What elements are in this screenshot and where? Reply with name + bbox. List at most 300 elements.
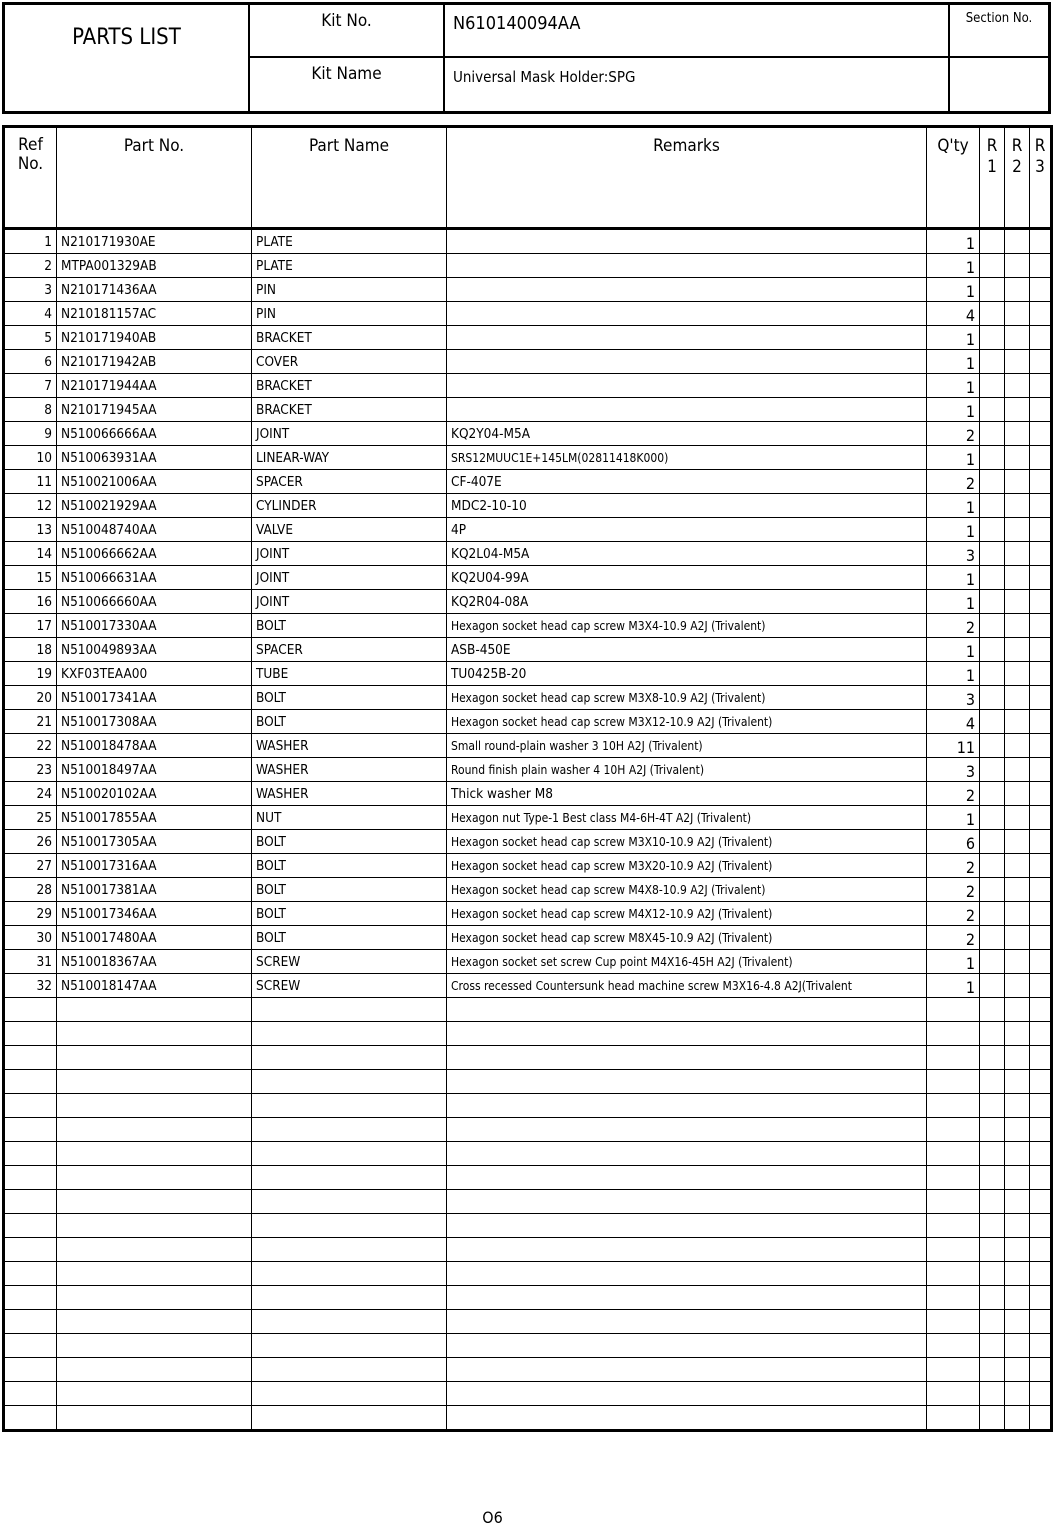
- qty-cell: 2: [927, 878, 980, 902]
- r1-cell: [980, 878, 1005, 902]
- r2-cell: [1005, 878, 1030, 902]
- r2-cell: [1005, 494, 1030, 518]
- remarks-cell: [447, 398, 927, 422]
- ref-cell: 30: [4, 926, 57, 950]
- table-header-row: [4, 127, 1052, 229]
- empty-cell: [1005, 1262, 1030, 1286]
- empty-row: [4, 1334, 1052, 1358]
- r2-cell: [1005, 830, 1030, 854]
- qty-cell: 2: [927, 614, 980, 638]
- empty-cell: [1005, 1334, 1030, 1358]
- empty-cell: [57, 1046, 252, 1070]
- empty-cell: [4, 1022, 57, 1046]
- ref-cell: 6: [4, 350, 57, 374]
- remarks-cell: KQ2U04-99A: [447, 566, 927, 590]
- empty-cell: [927, 1214, 980, 1238]
- r2-cell: [1005, 974, 1030, 998]
- remarks-cell: SRS12MUUC1E+145LM(02811418K000): [447, 446, 927, 470]
- part-no-cell: N510018478AA: [57, 734, 252, 758]
- qty-cell: 1: [927, 638, 980, 662]
- table-row: [4, 374, 1052, 398]
- empty-cell: [1030, 1022, 1052, 1046]
- r3-cell: [1030, 806, 1052, 830]
- ref-cell: 24: [4, 782, 57, 806]
- table-row: [4, 782, 1052, 806]
- r2-cell: [1005, 758, 1030, 782]
- part-no-cell: N510017330AA: [57, 614, 252, 638]
- ref-cell: 22: [4, 734, 57, 758]
- r1-cell: [980, 854, 1005, 878]
- empty-row: [4, 1406, 1052, 1431]
- part-no-cell: N510066631AA: [57, 566, 252, 590]
- empty-cell: [980, 1262, 1005, 1286]
- part-name-cell: BOLT: [252, 854, 447, 878]
- empty-cell: [927, 1142, 980, 1166]
- r1-cell: [980, 566, 1005, 590]
- part-name-cell: JOINT: [252, 422, 447, 446]
- table-row: [4, 950, 1052, 974]
- empty-cell: [252, 1262, 447, 1286]
- r1-cell: [980, 662, 1005, 686]
- empty-cell: [980, 998, 1005, 1022]
- r1-cell: [980, 926, 1005, 950]
- ref-cell: 15: [4, 566, 57, 590]
- empty-cell: [1030, 1286, 1052, 1310]
- part-no-cell: N510021929AA: [57, 494, 252, 518]
- table-row: [4, 446, 1052, 470]
- qty-cell: 1: [927, 229, 980, 254]
- empty-cell: [447, 1262, 927, 1286]
- r2-cell: [1005, 782, 1030, 806]
- qty-cell: 11: [927, 734, 980, 758]
- part-no-cell: N510017381AA: [57, 878, 252, 902]
- r1-cell: [980, 229, 1005, 254]
- empty-cell: [57, 1094, 252, 1118]
- table-row: [4, 326, 1052, 350]
- qty-cell: 1: [927, 950, 980, 974]
- empty-cell: [4, 1310, 57, 1334]
- table-row: [4, 470, 1052, 494]
- remarks-cell: Hexagon socket head cap screw M3X12-10.9 A2J (Trivalent): [447, 710, 927, 734]
- col-r3: R 3: [1030, 127, 1052, 229]
- col-r2: R 2: [1005, 127, 1030, 229]
- empty-cell: [927, 1166, 980, 1190]
- ref-cell: 18: [4, 638, 57, 662]
- empty-cell: [1005, 1118, 1030, 1142]
- part-no-cell: N510049893AA: [57, 638, 252, 662]
- table-row: [4, 806, 1052, 830]
- r2-cell: [1005, 542, 1030, 566]
- qty-cell: 1: [927, 278, 980, 302]
- r2-cell: [1005, 638, 1030, 662]
- empty-row: [4, 1214, 1052, 1238]
- qty-cell: 2: [927, 902, 980, 926]
- r2-cell: [1005, 302, 1030, 326]
- empty-cell: [1005, 1358, 1030, 1382]
- remarks-cell: [447, 326, 927, 350]
- empty-cell: [447, 1382, 927, 1406]
- empty-cell: [252, 1070, 447, 1094]
- empty-row: [4, 1022, 1052, 1046]
- ref-cell: 25: [4, 806, 57, 830]
- r3-cell: [1030, 614, 1052, 638]
- empty-cell: [252, 1142, 447, 1166]
- qty-cell: 1: [927, 398, 980, 422]
- empty-cell: [57, 1166, 252, 1190]
- r2-cell: [1005, 518, 1030, 542]
- empty-cell: [1005, 1046, 1030, 1070]
- part-name-cell: BRACKET: [252, 374, 447, 398]
- r1-cell: [980, 710, 1005, 734]
- r2-cell: [1005, 662, 1030, 686]
- empty-row: [4, 1238, 1052, 1262]
- ref-cell: 17: [4, 614, 57, 638]
- part-no-cell: N510017341AA: [57, 686, 252, 710]
- r1-cell: [980, 758, 1005, 782]
- table-row: [4, 758, 1052, 782]
- part-name-cell: NUT: [252, 806, 447, 830]
- empty-cell: [4, 1070, 57, 1094]
- qty-cell: 1: [927, 806, 980, 830]
- part-no-cell: N210171436AA: [57, 278, 252, 302]
- r2-cell: [1005, 566, 1030, 590]
- qty-cell: 1: [927, 662, 980, 686]
- r3-cell: [1030, 974, 1052, 998]
- table-row: [4, 974, 1052, 998]
- empty-cell: [4, 1094, 57, 1118]
- empty-cell: [447, 1286, 927, 1310]
- part-name-cell: JOINT: [252, 590, 447, 614]
- empty-cell: [1005, 1382, 1030, 1406]
- r1-cell: [980, 518, 1005, 542]
- document-title: PARTS LIST: [5, 5, 250, 111]
- remarks-cell: [447, 278, 927, 302]
- r1-cell: [980, 806, 1005, 830]
- part-name-cell: SPACER: [252, 638, 447, 662]
- empty-cell: [980, 1358, 1005, 1382]
- r3-cell: [1030, 758, 1052, 782]
- part-name-cell: PIN: [252, 302, 447, 326]
- r1-cell: [980, 422, 1005, 446]
- r1-cell: [980, 398, 1005, 422]
- part-no-cell: N210171930AE: [57, 229, 252, 254]
- r3-cell: [1030, 518, 1052, 542]
- table-row: [4, 686, 1052, 710]
- r1-cell: [980, 830, 1005, 854]
- part-no-cell: N210171942AB: [57, 350, 252, 374]
- empty-cell: [1005, 1190, 1030, 1214]
- empty-cell: [1030, 1358, 1052, 1382]
- r3-cell: [1030, 446, 1052, 470]
- empty-cell: [980, 1310, 1005, 1334]
- empty-cell: [447, 1118, 927, 1142]
- r2-cell: [1005, 686, 1030, 710]
- part-no-cell: N210171944AA: [57, 374, 252, 398]
- empty-cell: [980, 1094, 1005, 1118]
- empty-cell: [447, 1214, 927, 1238]
- col-r1: R 1: [980, 127, 1005, 229]
- part-no-cell: N510018367AA: [57, 950, 252, 974]
- part-no-cell: N510018147AA: [57, 974, 252, 998]
- table-row: [4, 566, 1052, 590]
- empty-cell: [927, 1382, 980, 1406]
- r1-cell: [980, 254, 1005, 278]
- table-row: [4, 638, 1052, 662]
- r2-cell: [1005, 806, 1030, 830]
- r3-cell: [1030, 902, 1052, 926]
- empty-cell: [1005, 1286, 1030, 1310]
- empty-cell: [927, 1286, 980, 1310]
- empty-cell: [4, 1214, 57, 1238]
- qty-cell: 1: [927, 566, 980, 590]
- part-no-cell: N510017480AA: [57, 926, 252, 950]
- remarks-cell: Hexagon socket head cap screw M3X8-10.9 A2J (Trivalent): [447, 686, 927, 710]
- remarks-cell: Round finish plain washer 4 10H A2J (Trivalent): [447, 758, 927, 782]
- ref-cell: 12: [4, 494, 57, 518]
- ref-cell: 4: [4, 302, 57, 326]
- remarks-cell: TU0425B-20: [447, 662, 927, 686]
- remarks-cell: [447, 350, 927, 374]
- empty-cell: [447, 1190, 927, 1214]
- empty-row: [4, 1166, 1052, 1190]
- empty-cell: [447, 1022, 927, 1046]
- empty-row: [4, 1094, 1052, 1118]
- empty-cell: [4, 1382, 57, 1406]
- empty-cell: [57, 1334, 252, 1358]
- qty-cell: 1: [927, 326, 980, 350]
- remarks-cell: Hexagon socket head cap screw M8X45-10.9 A2J (Trivalent): [447, 926, 927, 950]
- remarks-cell: Hexagon socket head cap screw M4X8-10.9 A2J (Trivalent): [447, 878, 927, 902]
- part-no-cell: KXF03TEAA00: [57, 662, 252, 686]
- empty-cell: [927, 1238, 980, 1262]
- r2-cell: [1005, 734, 1030, 758]
- r2-cell: [1005, 254, 1030, 278]
- ref-cell: 9: [4, 422, 57, 446]
- r2-cell: [1005, 590, 1030, 614]
- empty-cell: [1030, 1382, 1052, 1406]
- ref-cell: 1: [4, 229, 57, 254]
- qty-cell: 1: [927, 254, 980, 278]
- qty-cell: 1: [927, 374, 980, 398]
- table-row: [4, 710, 1052, 734]
- remarks-cell: KQ2Y04-M5A: [447, 422, 927, 446]
- table-row: [4, 734, 1052, 758]
- r3-cell: [1030, 350, 1052, 374]
- ref-cell: 31: [4, 950, 57, 974]
- r3-cell: [1030, 590, 1052, 614]
- part-name-cell: BOLT: [252, 902, 447, 926]
- remarks-cell: CF-407E: [447, 470, 927, 494]
- qty-cell: 1: [927, 350, 980, 374]
- r2-cell: [1005, 710, 1030, 734]
- empty-cell: [4, 1406, 57, 1431]
- r1-cell: [980, 542, 1005, 566]
- r2-cell: [1005, 422, 1030, 446]
- empty-cell: [4, 1358, 57, 1382]
- empty-cell: [980, 1334, 1005, 1358]
- empty-cell: [4, 998, 57, 1022]
- empty-cell: [447, 998, 927, 1022]
- part-no-cell: N510017316AA: [57, 854, 252, 878]
- r1-cell: [980, 614, 1005, 638]
- r1-cell: [980, 374, 1005, 398]
- empty-row: [4, 1142, 1052, 1166]
- part-no-cell: N510017305AA: [57, 830, 252, 854]
- empty-row: [4, 998, 1052, 1022]
- r3-cell: [1030, 326, 1052, 350]
- empty-cell: [4, 1046, 57, 1070]
- part-name-cell: BRACKET: [252, 326, 447, 350]
- r3-cell: [1030, 566, 1052, 590]
- part-name-cell: WASHER: [252, 758, 447, 782]
- part-name-cell: SPACER: [252, 470, 447, 494]
- empty-cell: [4, 1142, 57, 1166]
- ref-cell: 29: [4, 902, 57, 926]
- empty-cell: [252, 998, 447, 1022]
- empty-cell: [980, 1166, 1005, 1190]
- qty-cell: 1: [927, 518, 980, 542]
- empty-cell: [1005, 998, 1030, 1022]
- empty-row: [4, 1382, 1052, 1406]
- r2-cell: [1005, 350, 1030, 374]
- empty-cell: [252, 1334, 447, 1358]
- empty-cell: [1030, 1334, 1052, 1358]
- part-no-cell: N510017308AA: [57, 710, 252, 734]
- col-ref: Ref No.: [4, 127, 57, 229]
- empty-cell: [1005, 1310, 1030, 1334]
- ref-cell: 8: [4, 398, 57, 422]
- empty-cell: [252, 1214, 447, 1238]
- qty-cell: 4: [927, 710, 980, 734]
- empty-cell: [447, 1358, 927, 1382]
- remarks-cell: Cross recessed Countersunk head machine screw M3X16-4.8 A2J(Trivalent: [447, 974, 927, 998]
- empty-cell: [927, 1406, 980, 1431]
- remarks-cell: [447, 302, 927, 326]
- r3-cell: [1030, 926, 1052, 950]
- r2-cell: [1005, 902, 1030, 926]
- empty-cell: [980, 1070, 1005, 1094]
- part-name-cell: BOLT: [252, 878, 447, 902]
- r2-cell: [1005, 374, 1030, 398]
- empty-cell: [252, 1166, 447, 1190]
- table-row: [4, 422, 1052, 446]
- part-name-cell: VALVE: [252, 518, 447, 542]
- ref-cell: 5: [4, 326, 57, 350]
- empty-cell: [447, 1238, 927, 1262]
- table-row: [4, 518, 1052, 542]
- remarks-cell: 4P: [447, 518, 927, 542]
- part-no-cell: N210171945AA: [57, 398, 252, 422]
- r3-cell: [1030, 830, 1052, 854]
- empty-cell: [980, 1118, 1005, 1142]
- r1-cell: [980, 350, 1005, 374]
- empty-cell: [980, 1190, 1005, 1214]
- part-no-cell: N510018497AA: [57, 758, 252, 782]
- empty-cell: [57, 1262, 252, 1286]
- qty-cell: 3: [927, 686, 980, 710]
- remarks-cell: Hexagon socket head cap screw M3X10-10.9 A2J (Trivalent): [447, 830, 927, 854]
- qty-cell: 3: [927, 542, 980, 566]
- table-row: [4, 926, 1052, 950]
- empty-cell: [4, 1238, 57, 1262]
- empty-cell: [57, 1070, 252, 1094]
- table-row: [4, 662, 1052, 686]
- r2-cell: [1005, 326, 1030, 350]
- empty-cell: [927, 1046, 980, 1070]
- empty-cell: [1030, 1094, 1052, 1118]
- ref-cell: 32: [4, 974, 57, 998]
- r1-cell: [980, 950, 1005, 974]
- empty-cell: [57, 1310, 252, 1334]
- empty-cell: [1005, 1022, 1030, 1046]
- col-part-name: Part Name: [252, 127, 447, 229]
- empty-row: [4, 1262, 1052, 1286]
- ref-cell: 2: [4, 254, 57, 278]
- empty-cell: [1005, 1166, 1030, 1190]
- part-name-cell: SCREW: [252, 950, 447, 974]
- col-part-no: Part No.: [57, 127, 252, 229]
- empty-cell: [980, 1406, 1005, 1431]
- remarks-cell: [447, 254, 927, 278]
- r3-cell: [1030, 686, 1052, 710]
- empty-cell: [447, 1166, 927, 1190]
- qty-cell: 2: [927, 926, 980, 950]
- ref-cell: 14: [4, 542, 57, 566]
- table-row: [4, 542, 1052, 566]
- empty-cell: [252, 1382, 447, 1406]
- r3-cell: [1030, 854, 1052, 878]
- empty-cell: [927, 1022, 980, 1046]
- r2-cell: [1005, 926, 1030, 950]
- ref-cell: 21: [4, 710, 57, 734]
- empty-cell: [927, 1334, 980, 1358]
- r3-cell: [1030, 278, 1052, 302]
- empty-row: [4, 1190, 1052, 1214]
- ref-cell: 10: [4, 446, 57, 470]
- part-name-cell: PIN: [252, 278, 447, 302]
- table-row: [4, 878, 1052, 902]
- part-no-cell: N510017855AA: [57, 806, 252, 830]
- empty-cell: [1005, 1142, 1030, 1166]
- part-name-cell: CYLINDER: [252, 494, 447, 518]
- ref-cell: 23: [4, 758, 57, 782]
- table-row: [4, 614, 1052, 638]
- table-row: [4, 350, 1052, 374]
- r1-cell: [980, 302, 1005, 326]
- r2-cell: [1005, 854, 1030, 878]
- ref-cell: 16: [4, 590, 57, 614]
- part-no-cell: N510066662AA: [57, 542, 252, 566]
- r3-cell: [1030, 254, 1052, 278]
- r1-cell: [980, 638, 1005, 662]
- table-row: [4, 254, 1052, 278]
- empty-cell: [1030, 1166, 1052, 1190]
- empty-cell: [1030, 998, 1052, 1022]
- empty-cell: [57, 1406, 252, 1431]
- part-no-cell: N510048740AA: [57, 518, 252, 542]
- empty-row: [4, 1046, 1052, 1070]
- empty-cell: [57, 998, 252, 1022]
- empty-cell: [57, 1190, 252, 1214]
- ref-cell: 7: [4, 374, 57, 398]
- r2-cell: [1005, 950, 1030, 974]
- empty-row: [4, 1358, 1052, 1382]
- empty-cell: [1030, 1142, 1052, 1166]
- qty-cell: 1: [927, 494, 980, 518]
- table-row: [4, 494, 1052, 518]
- table-row: [4, 229, 1052, 254]
- remarks-cell: KQ2L04-M5A: [447, 542, 927, 566]
